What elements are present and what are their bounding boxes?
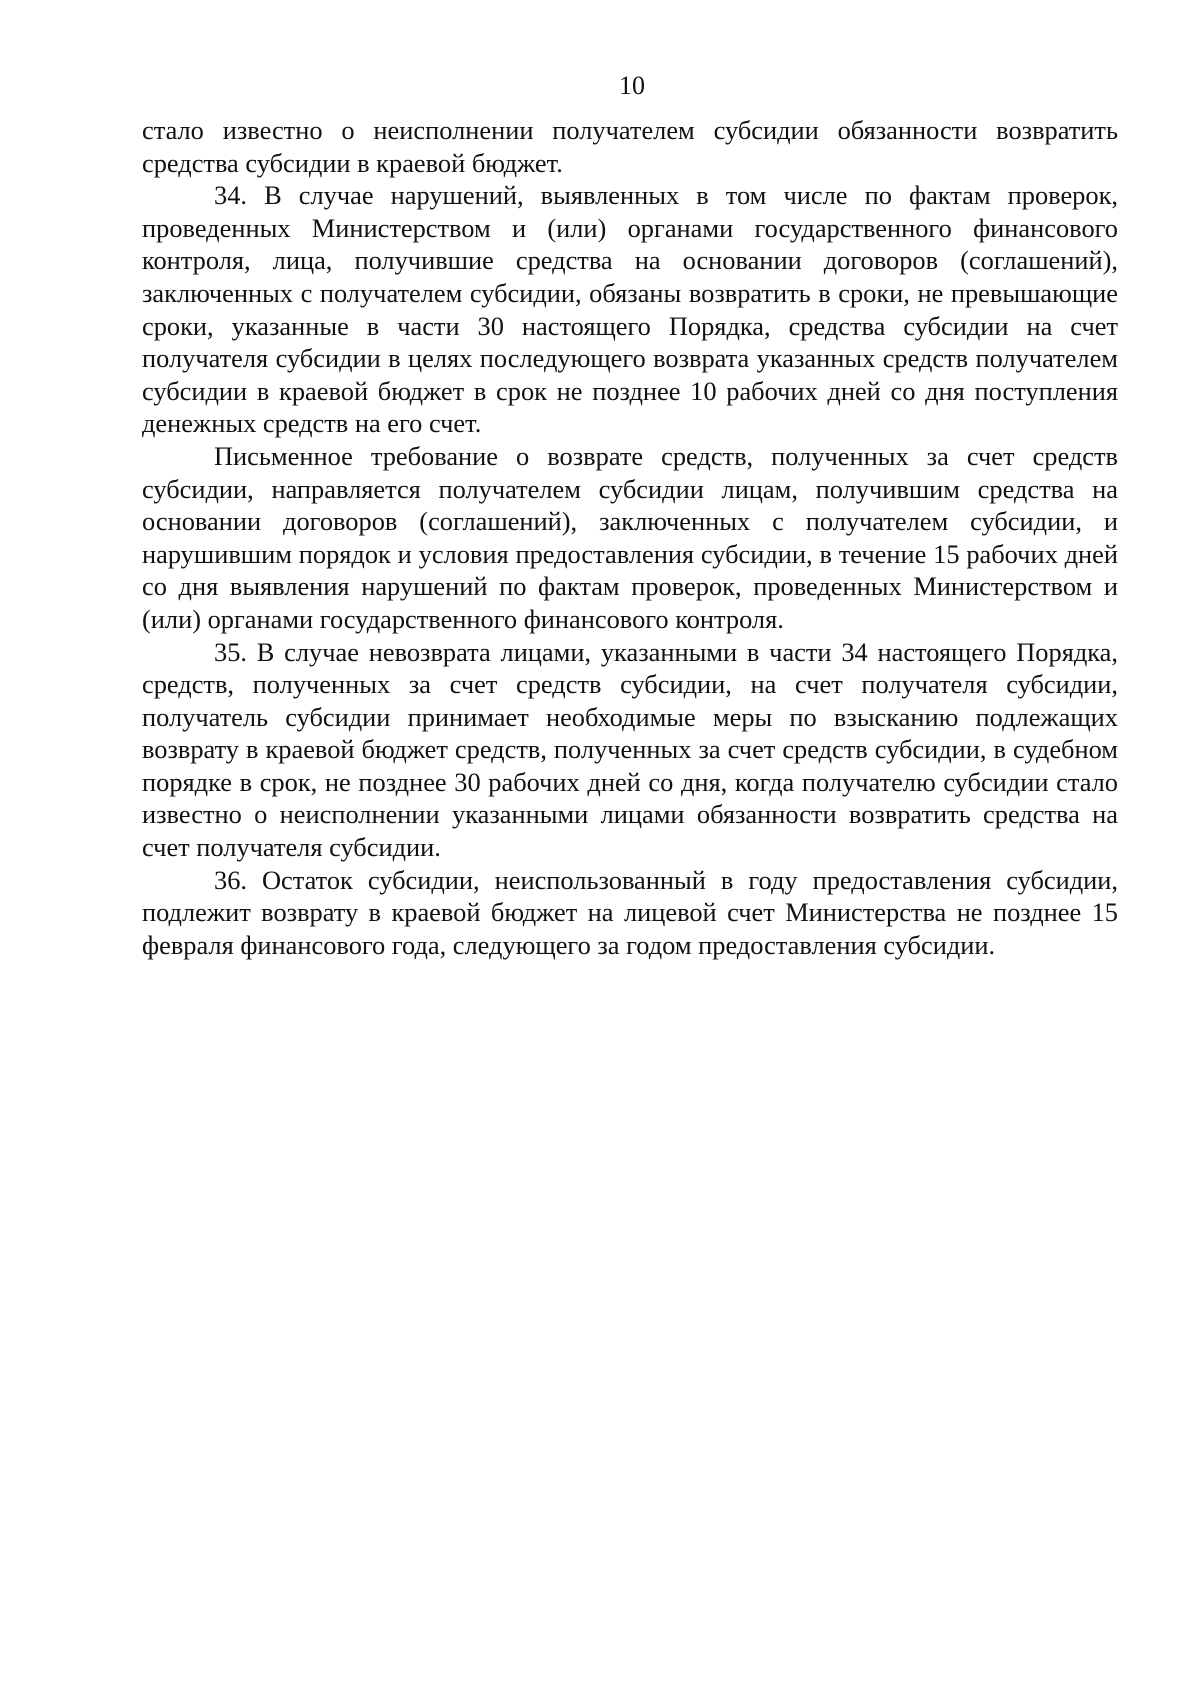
paragraph-item-36: 36. Остаток субсидии, неиспользованный в году предоставления субсидии, подлежит возврату в краевой бюджет на лицевой счет Министерства не позднее 15 февраля финансового года, следующего за годом предоставления субсидии. [142,864,1118,960]
paragraph-item-35: 35. В случае невозврата лицами, указанными в части 34 настоящего Порядка, средств, полученных за счет средств субсидии, на счет получателя субсидии, получатель субсидии принимает необходимые меры по взысканию подлежащих возврату в краевой бюджет средств, полученных за счет средств субсидии, в судебном порядке в срок, не позднее 30 рабочих дней со дня, когда получателю субсидии стало известно о неисполнении указанными лицами обязанности возвратить средства на счет получателя субсидии. [142,636,1118,863]
paragraph-continuation: стало известно о неисполнении получателем субсидии обязанности возвратить средства субсидии в краевой бюджет. [142,115,1118,178]
page-number: 10 [619,71,645,100]
paragraph-item-34: 34. В случае нарушений, выявленных в том числе по фактам проверок, проведенных Министерством и (или) органами государственного финансового контроля, лица, получившие средства на основании договоров (соглашений), заключенных с получателем субсидии, обязаны возвратить в сроки, не превышающие сроки, указанные в части 30 настоящего Порядка, средства субсидии на счет получателя субсидии в целях последующего возврата указанных средств получателем субсидии в краевой бюджет в срок не позднее 10 рабочих дней со дня поступления денежных средств на его счет. [142,180,1118,439]
paragraph-written-demand: Письменное требование о возврате средств, полученных за счет средств субсидии, направляется получателем субсидии лицам, получившим средства на основании договоров (соглашений), заключенных с получателем субсидии, и нарушившим порядок и условия предоставления субсидии, в течение 15 рабочих дней со дня выявления нарушений по фактам проверок, проведенных Министерством и (или) органами государственного финансового контроля. [142,440,1118,634]
document-body [142,114,1118,961]
